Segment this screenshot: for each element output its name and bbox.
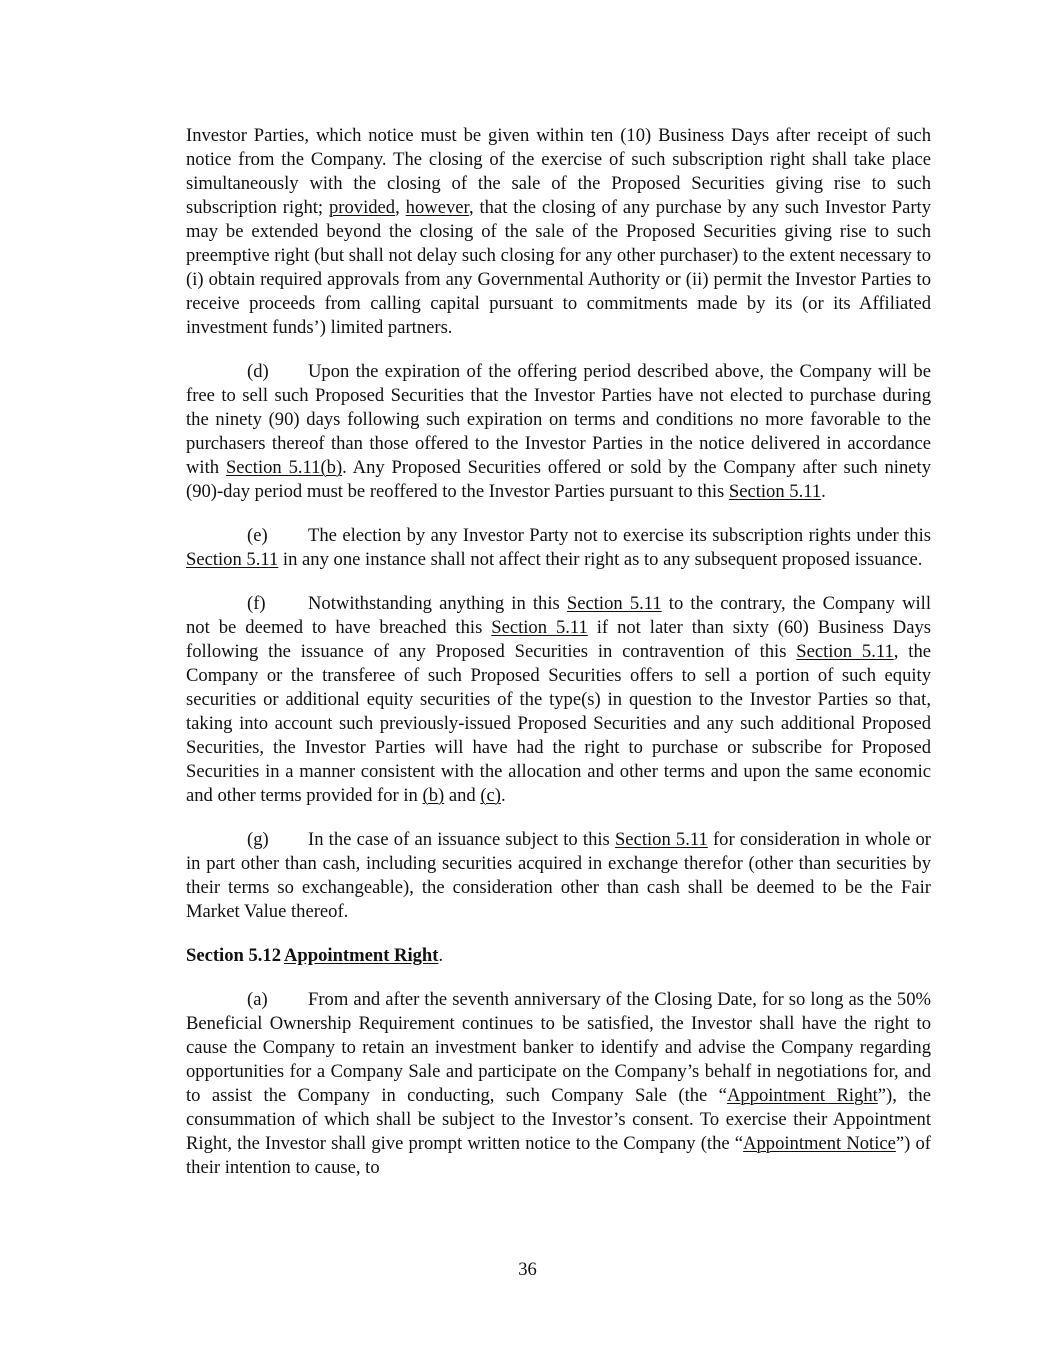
paragraph-text: In the case of an issuance subject to this <box>308 829 615 850</box>
paragraph-text: . <box>500 785 506 806</box>
paragraph-text: The election by any Investor Party not to exercise its subscription rights under this <box>308 525 931 546</box>
paragraph-text: From and after the seventh anniversary of the Closing Date, for so long as the 50% Beneficial Ownership Requirement continues to be satisfied, the Investor shall have the right to cause the Company to retain an investment banker to identify and advise the Company regarding opportunities for a Company Sale and participate on the Company’s behalf in negotiations for, and to assist the Company in conducting, such Company Sale (the “ <box>186 989 931 1106</box>
paragraph-text: if not later than sixty (60) Business Days following the issuance of any Proposed Securities in contravention of this <box>186 617 932 662</box>
section-title-punct: . <box>438 945 444 966</box>
document-page <box>186 124 931 1200</box>
paragraph-label: (d) <box>247 361 269 382</box>
cross-reference: Section 5.11(b) <box>225 457 343 478</box>
cross-reference: Section 5.11 <box>186 549 279 570</box>
cross-reference: Section 5.11 <box>566 593 662 614</box>
paragraph-label: (a) <box>247 989 268 1010</box>
cross-reference: Appointment Right <box>726 1085 878 1106</box>
paragraph-text: Upon the expiration of the offering period described above, the Company will be free to sell such Proposed Securities that the Investor Parties have not elected to purchase during the ninety (90) days following such expiration on terms and conditions no more favorable to the purchasers thereof than those offered to the Investor Parties in the notice delivered in accordance with <box>186 361 931 478</box>
section-number: Section 5.12 <box>186 945 282 966</box>
paragraph-text: , <box>395 197 406 218</box>
paragraph-text: for consideration in whole or in part other than cash, including securities acquired in exchange therefor (other than securities by their terms so exchangeable), the consideration other than cash shall be deemed to be the Fair Market Value thereof. <box>186 829 932 922</box>
paragraph-text: ”) of their intention to cause, to <box>186 1133 931 1178</box>
cross-reference: provided <box>329 197 396 218</box>
cross-reference: Section 5.11 <box>796 641 894 662</box>
paragraph-text: , the Company or the transferee of such Proposed Securities offers to sell a portion of such equity securities or additional equity securities of the type(s) in question to the Investor Parties so that, taking into account such previously-issued Proposed Securities and any such additional Proposed Securities, the Investor Parties will have had the right to purchase or subscribe for Proposed Securities in a manner consistent with the allocation and other terms and upon the same economic and other terms provided for in <box>186 641 931 806</box>
paragraph-text: to the contrary, the Company will not be deemed to have breached this <box>186 593 931 638</box>
cross-reference: however <box>405 197 469 218</box>
section-5-12-paragraphs <box>186 988 931 1180</box>
page-number: 36 <box>518 1259 537 1280</box>
paragraph-label: (e) <box>247 525 268 546</box>
paragraph-f <box>186 592 931 808</box>
paragraph-text: and <box>444 785 481 806</box>
paragraph-text: in any one instance shall not affect their right as to any subsequent proposed issuance. <box>278 549 923 570</box>
paragraph-text: Notwithstanding anything in this <box>308 593 567 614</box>
paragraph-text: . <box>821 481 826 502</box>
paragraph-a <box>186 988 931 1180</box>
paragraph-label: (g) <box>247 829 269 850</box>
section-5-11-paragraphs <box>186 124 931 924</box>
paragraph-text: . Any Proposed Securities offered or sold by the Company after such ninety (90)-day period must be reoffered to the Investor Parties pursuant to this <box>186 457 931 502</box>
paragraph-text: Investor Parties, which notice must be given within ten (10) Business Days after receipt of such notice from the Company. The closing of the exercise of such subscription right shall take place simultaneously with the closing of the sale of the Proposed Securities giving rise to such subscription right; <box>186 125 931 218</box>
paragraph-text: , that the closing of any purchase by any such Investor Party may be extended beyond the closing of the sale of the Proposed Securities giving rise to such preemptive right (but shall not delay such closing for any other purchaser) to the extent necessary to (i) obtain required approvals from any Governmental Authority or (ii) permit the Investor Parties to receive proceeds from calling capital pursuant to commitments made by its (or its Affiliated investment funds’) limited partners. <box>186 197 932 338</box>
cross-reference: Section 5.11 <box>614 829 708 850</box>
cross-reference: Section 5.11 <box>491 617 588 638</box>
paragraph-g <box>186 828 931 924</box>
cross-reference: (b) <box>422 785 445 806</box>
section-title: Appointment Right <box>284 945 439 966</box>
paragraph-label: (f) <box>247 593 266 614</box>
paragraph-text: ”), the consummation of which shall be subject to the Investor’s consent. To exercise their Appointment Right, the Investor shall give prompt written notice to the Company (the “ <box>186 1085 931 1154</box>
cross-reference: (c) <box>480 785 501 806</box>
section-heading <box>186 944 931 968</box>
paragraph-d <box>186 360 931 504</box>
paragraph-continuation <box>186 124 931 340</box>
cross-reference: Appointment Notice <box>743 1133 896 1154</box>
cross-reference: Section 5.11 <box>728 481 822 502</box>
paragraph-e <box>186 524 931 572</box>
